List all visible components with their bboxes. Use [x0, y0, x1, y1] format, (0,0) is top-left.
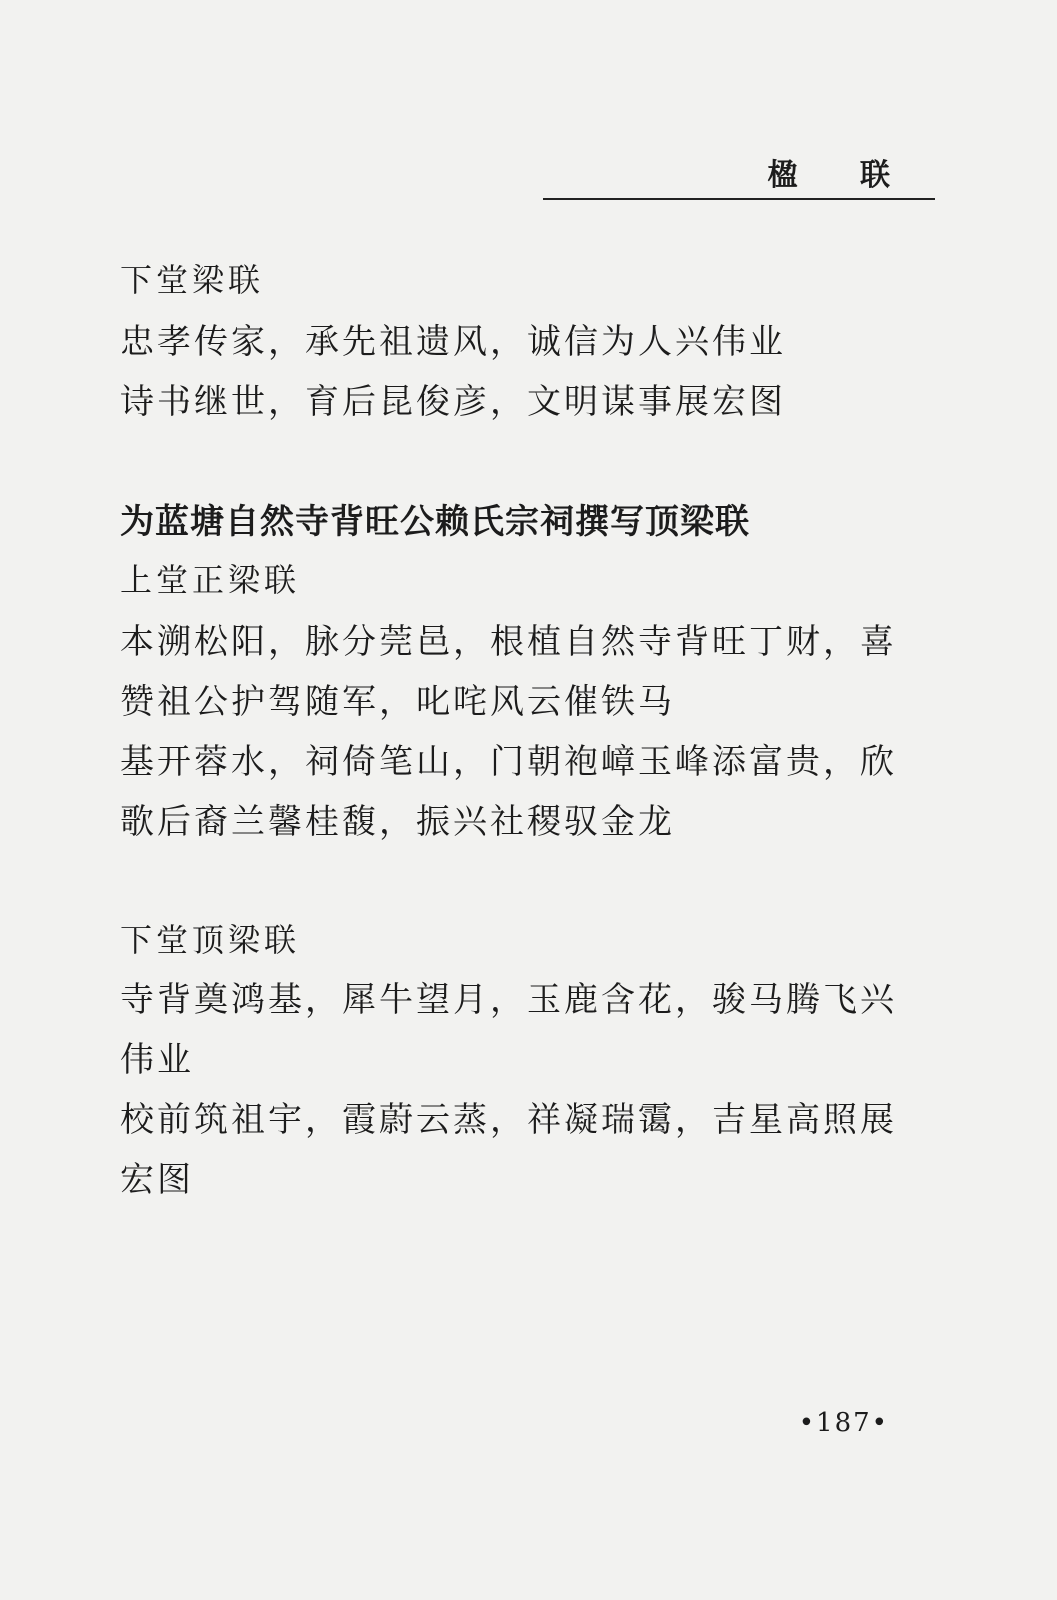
couplet-line: 赞祖公护驾随军，叱咤风云催铁马 [120, 682, 675, 722]
page-number: •187• [798, 1408, 889, 1438]
section-heading-lower-hall-top-beam: 下堂顶梁联 [120, 921, 301, 959]
couplet-line: 寺背奠鸿基，犀牛望月，玉鹿含花，骏马腾飞兴 [120, 980, 897, 1020]
couplet-line: 诗书继世，育后昆俊彦，文明谋事展宏图 [120, 382, 786, 422]
running-header-title: 楹 联 [767, 158, 916, 193]
couplet-line: 伟业 [120, 1040, 194, 1080]
header-rule [543, 198, 935, 200]
couplet-line: 本溯松阳，脉分莞邑，根植自然寺背旺丁财，喜 [120, 622, 897, 662]
couplet-line: 基开蓉水，祠倚笔山，门朝袍嶂玉峰添富贵，欣 [120, 742, 897, 782]
couplet-line: 忠孝传家，承先祖遗风，诚信为人兴伟业 [120, 322, 786, 362]
article-title: 为蓝塘自然寺背旺公赖氏宗祠撰写顶梁联 [120, 502, 750, 542]
couplet-line: 校前筑祖宇，霞蔚云蒸，祥凝瑞霭，吉星高照展 [120, 1100, 897, 1140]
couplet-line: 歌后裔兰馨桂馥，振兴社稷驭金龙 [120, 802, 675, 842]
section-heading-lower-hall-beam: 下堂梁联 [120, 261, 265, 299]
section-heading-upper-hall-beam: 上堂正梁联 [120, 561, 301, 599]
couplet-line: 宏图 [120, 1160, 194, 1200]
